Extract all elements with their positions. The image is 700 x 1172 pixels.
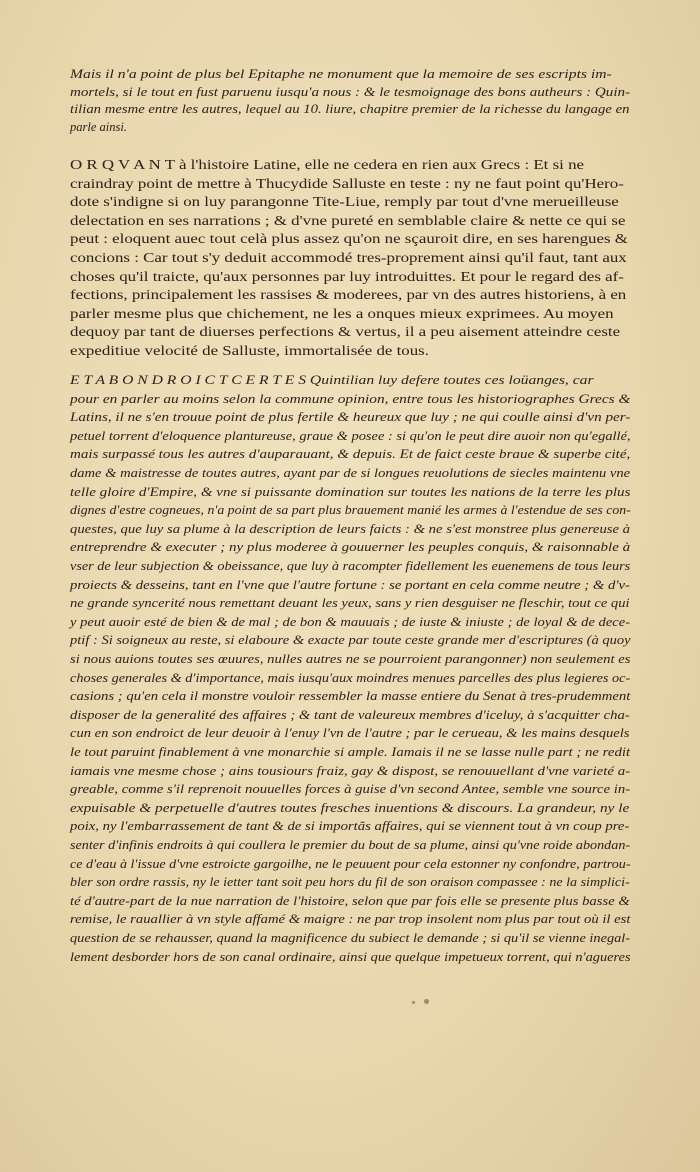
text-line: choses qu'il traicte, qu'aux personnes par luy introduittes. Et pour le regard des af-	[70, 268, 624, 284]
text-line: ptif : Si soigneux au reste, si elaboure & exacte par toute ceste grande mer d'escriptures (à quoy	[70, 633, 631, 648]
text-line: greable, comme s'il reprenoit nouuelles forces à guise d'vn second Antee, semble vne source in-	[70, 782, 631, 797]
text-line: petuel torrent d'eloquence plantureuse, graue & posee : si qu'on le peut dire auoir non qu'egallé,	[70, 428, 631, 443]
text-line: expeditiue velocité de Salluste, immortalisée de tous.	[70, 343, 429, 358]
text-line: ne grande syncerité nous remettant deuant les yeux, sans y rien desguiser ne fleschir, tout ce qui	[70, 596, 630, 611]
text-line: cun en son endroict de leur deuoir à l'enuy l'vn de l'autre ; par le cerueau, & les mains desquels	[70, 726, 630, 741]
text-line: entreprendre & executer ; ny plus moderee à gouuerner les peuples conquis, & raisonnable à	[70, 540, 631, 555]
text-line: Latins, il ne s'en trouue point de plus fertile & heureux que luy ; ne qui coulle ainsi d'vn per-	[70, 410, 631, 425]
text-line: question de se rehausser, quand la magnificence du subiect le demande ; si qu'il se vienne inegal-	[70, 931, 631, 945]
text-line: le tout paruint finablement à vne monarchie si ample. Iamais il ne se lasse nulle part ; ne redit	[70, 745, 631, 759]
text-line: choses generales & d'importance, mais iusqu'aux moindres menues parcelles des plus legieres oc-	[70, 670, 631, 685]
text-line: vser de leur subjection & obeissance, que luy à racompter fidellement les euenemens de tous leurs	[70, 559, 631, 573]
text-line: dote s'indigne si on luy parangonne Tite-Liue, remply par tout d'vne merueilleuse	[70, 194, 619, 210]
text-line: fections, principalement les rassises & moderees, par vn des autres historiens, à en	[70, 287, 627, 303]
text-line: y peut auoir esté de bien & de mal ; de bon & mauuais ; de iuste & iniuste ; de loyal & de dece-	[70, 614, 631, 629]
text-line: lement desborder hors de son canal ordinaire, ainsi que quelque impetueux torrent, qui n'agueres	[70, 949, 631, 964]
text-line: pour en parler au moins selon la commune opinion, entre tous les historiographes Grecs &	[70, 391, 631, 406]
text-line: parler mesme plus que chichement, ne les a onques mieux exprimees. Au moyen	[70, 305, 614, 321]
text-line: delectation en ses narrations ; & d'vne pureté en semblable claire & nette ce qui se	[70, 212, 626, 228]
text-line: dame & maistresse de toutes autres, ayant par de si longues reuolutions de siecles maintenu vne	[70, 466, 631, 480]
ink-speck	[412, 1001, 415, 1004]
text-line: proiects & desseins, tant en l'vne que l'autre fortune : se portant en cela comme neutre ; & d'v-	[70, 577, 630, 592]
text-line: poix, ny l'embarrassement de tant & de si importãs affaires, qui se viennent tout à vn coup pre-	[70, 819, 630, 834]
text-line: bler son ordre rassis, ny le ietter tant soit peu hors du fil de son oraison compassee : ne la simplici-	[70, 875, 630, 890]
text-line: dignes d'estre cogneues, n'a point de sa part plus brauement manié les armes à l'estendue de ses con-	[70, 503, 631, 518]
text-line: telle gloire d'Empire, & vne si puissante domination sur toutes les nations de la terre les plus	[70, 484, 631, 499]
text-line: si nous auions toutes ses œuures, nulles autres ne se pourroient parangonner) non seulement es	[70, 652, 631, 666]
text-line: dequoy par tant de diuerses perfections & vertus, il a peu aisement atteindre ceste	[70, 324, 621, 340]
text-line: remise, le rauallier à vn style affamé & maigre : ne par trop insolent nom plus par tout où il est	[70, 912, 631, 927]
text-line: E T A B O N D R O I C T C E R T E S Quintilian luy defere toutes ces loüanges, car	[70, 373, 594, 387]
text-line: mortels, si le tout en fust paruenu iusqu'a nous : & le tesmoignage des bons autheurs : Quin-	[70, 84, 631, 99]
text-line: casions ; qu'en cela il monstre vouloir ressembler la masse entiere du Senat à tres-prudemment	[70, 689, 631, 704]
text-line: expuisable & perpetuelle d'autres toutes fresches inuentions & discours. La grandeur, ny le	[70, 800, 630, 815]
text-line: peut : eloquent auec tout celà plus assez qu'on ne sçauroit dire, en ses harengues &	[70, 231, 628, 247]
text-line: té d'autre-part de la nue narration de l'histoire, selon que par fois elle se presente plus basse &	[70, 893, 630, 908]
ink-speck	[424, 999, 429, 1004]
text-line: disposer de la generalité des affaires ; & tant de valeureux membres d'iceluy, à s'acquitter cha-	[70, 707, 630, 722]
text-line: iamais vne mesme chose ; ains tousiours fraiz, gay & dispost, se renouuellant d'vne varieté a-	[70, 763, 631, 778]
text-line: questes, que luy sa plume à la description de leurs faicts : & ne s'est monstree plus genereuse à	[70, 521, 631, 536]
text-line: parle ainsi.	[70, 119, 127, 134]
text-line: senter d'infinis endroits à qui coullera le premier du bout de sa plume, ainsi qu'vne roide abondan-	[70, 838, 631, 852]
text-line: concions : Car tout s'y deduit accommodé tres-proprement ainsi qu'il faut, tant aux	[70, 250, 627, 265]
text-line: mais surpassé tous les autres d'auparauant, & depuis. Et de faict ceste braue & superbe cité,	[70, 447, 631, 462]
text-line: craindray point de mettre à Thucydide Salluste en teste : ny ne faut point qu'Hero-	[70, 175, 624, 191]
text-line: O R Q V A N T à l'histoire Latine, elle ne cedera en rien aux Grecs : Et si ne	[70, 157, 585, 172]
text-line: ce d'eau à l'issue d'vne estroicte gargoilhe, ne le peuuent pour cela estonner ny confondre, partrou-	[70, 856, 631, 871]
text-line: tilian mesme entre les autres, lequel au 10. liure, chapitre premier de la richesse du langage en	[70, 102, 630, 116]
text-line: Mais il n'a point de plus bel Epitaphe ne monument que la memoire de ses escripts im-	[70, 67, 612, 81]
